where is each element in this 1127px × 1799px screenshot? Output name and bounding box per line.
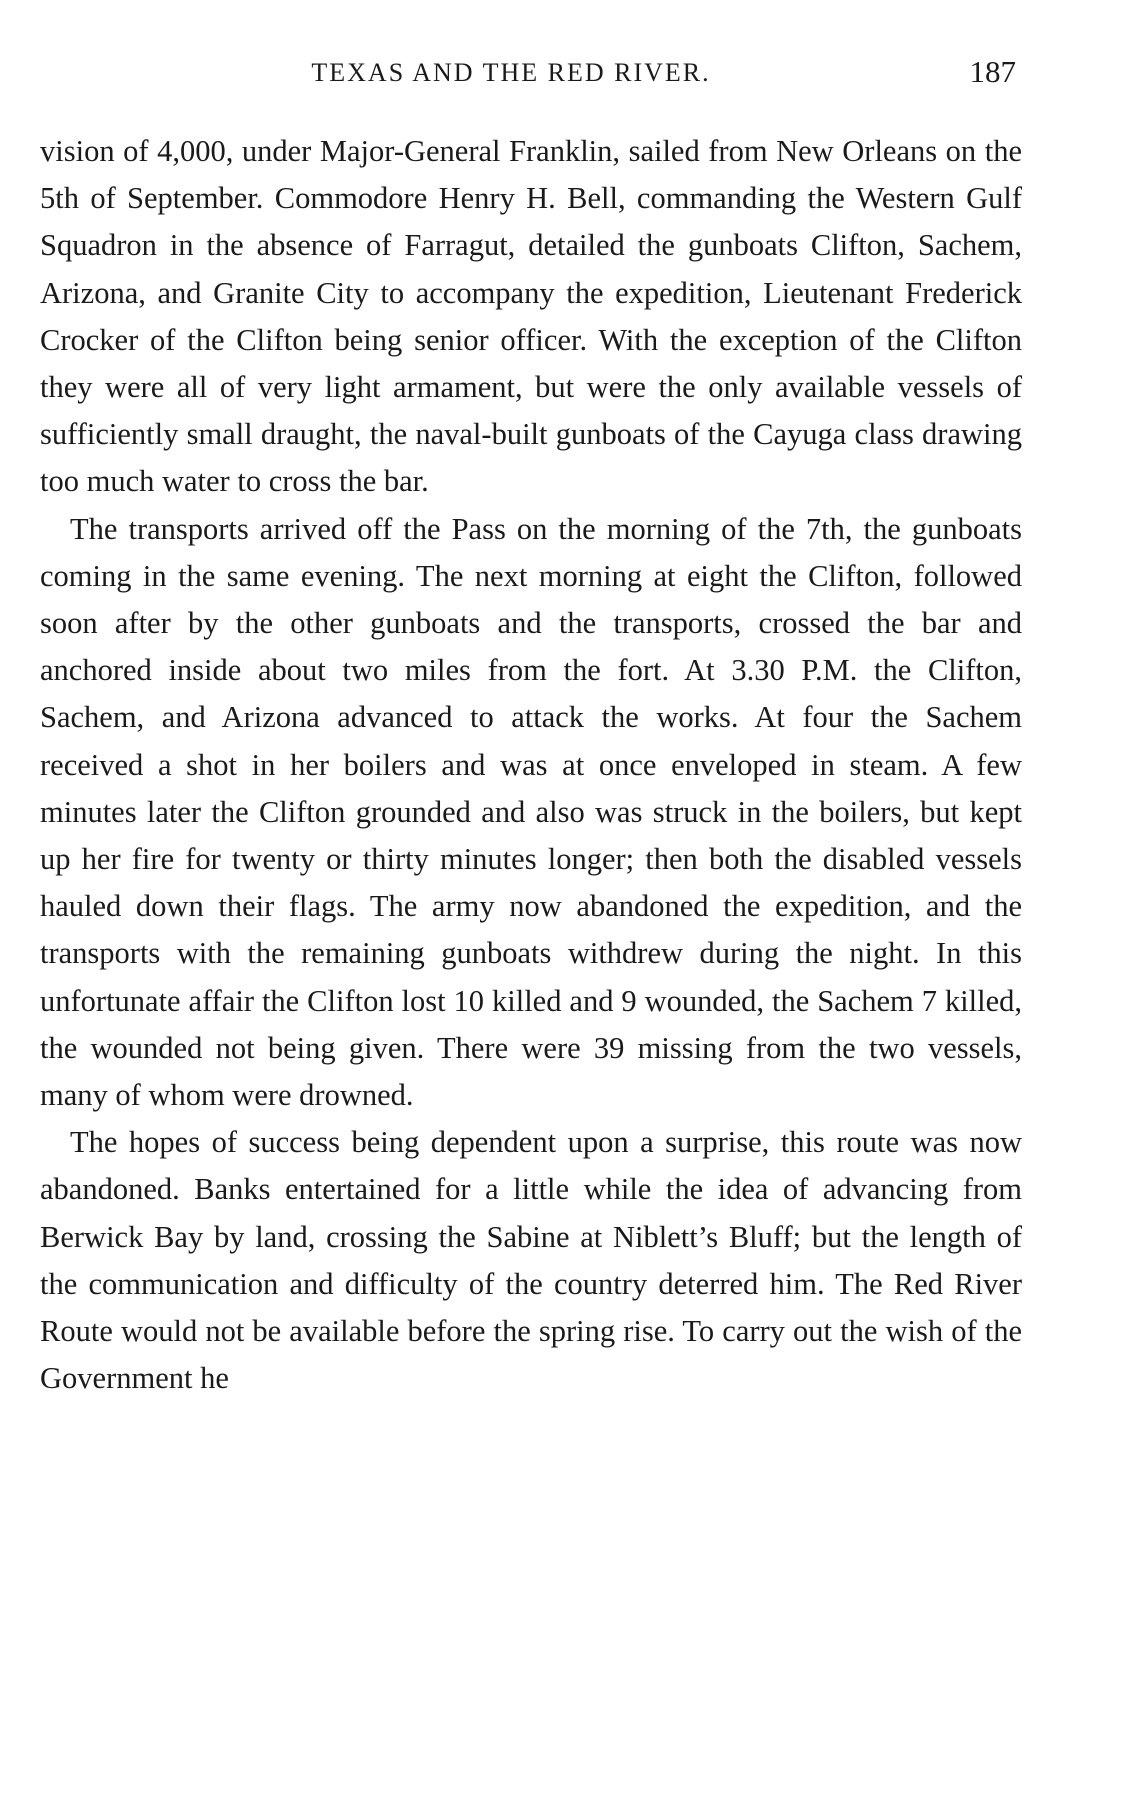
running-title: TEXAS AND THE RED RIVER. <box>311 58 711 87</box>
paragraph-1: vision of 4,000, under Major-General Franklin, sailed from New Orleans on the 5th of September. Commodore Henry H. Bell, commanding the Western Gulf Squadron in the absence of Farragut, detailed the gunboats Clifton, Sachem, Arizona, and Granite City to accompany the expedition, Lieutenant Frederick Crocker of the Clifton being senior officer. With the exception of the Clifton they were all of very light armament, but were the only available vessels of sufficiently small draught, the naval-built gunboats of the Cayuga class drawing too much water to cross the bar. <box>40 134 1022 499</box>
page-number: 187 <box>969 54 1016 89</box>
running-head <box>40 54 1022 102</box>
paragraph-2: The transports arrived off the Pass on the morning of the 7th, the gunboats coming in the same evening. The next morning at eight the Clifton, followed soon after by the other gunboats and the transports, crossed the bar and anchored inside about two miles from the fort. At 3.30 P.M. the Clifton, Sachem, and Arizona advanced to attack the works. At four the Sachem received a shot in her boilers and was at once enveloped in steam. A few minutes later the Clifton grounded and also was struck in the boilers, but kept up her fire for twenty or thirty minutes longer; then both the disabled vessels hauled down their flags. The army now abandoned the expedition, and the transports with the remaining gunboats withdrew during the night. In this unfortunate affair the Clifton lost 10 killed and 9 wounded, the Sachem 7 killed, the wounded not being given. There were 39 missing from the two vessels, many of whom were drowned. <box>40 511 1022 1113</box>
body-text <box>40 128 1022 1402</box>
book-page <box>40 54 1022 1402</box>
paragraph-3: The hopes of success being dependent upon a surprise, this route was now abandoned. Banks entertained for a little while the idea of advancing from Berwick Bay by land, crossing the Sabine at Niblett’s Bluff; but the length of the communication and difficulty of the country deterred him. The Red River Route would not be available before the spring rise. To carry out the wish of the Government he <box>40 1125 1022 1396</box>
